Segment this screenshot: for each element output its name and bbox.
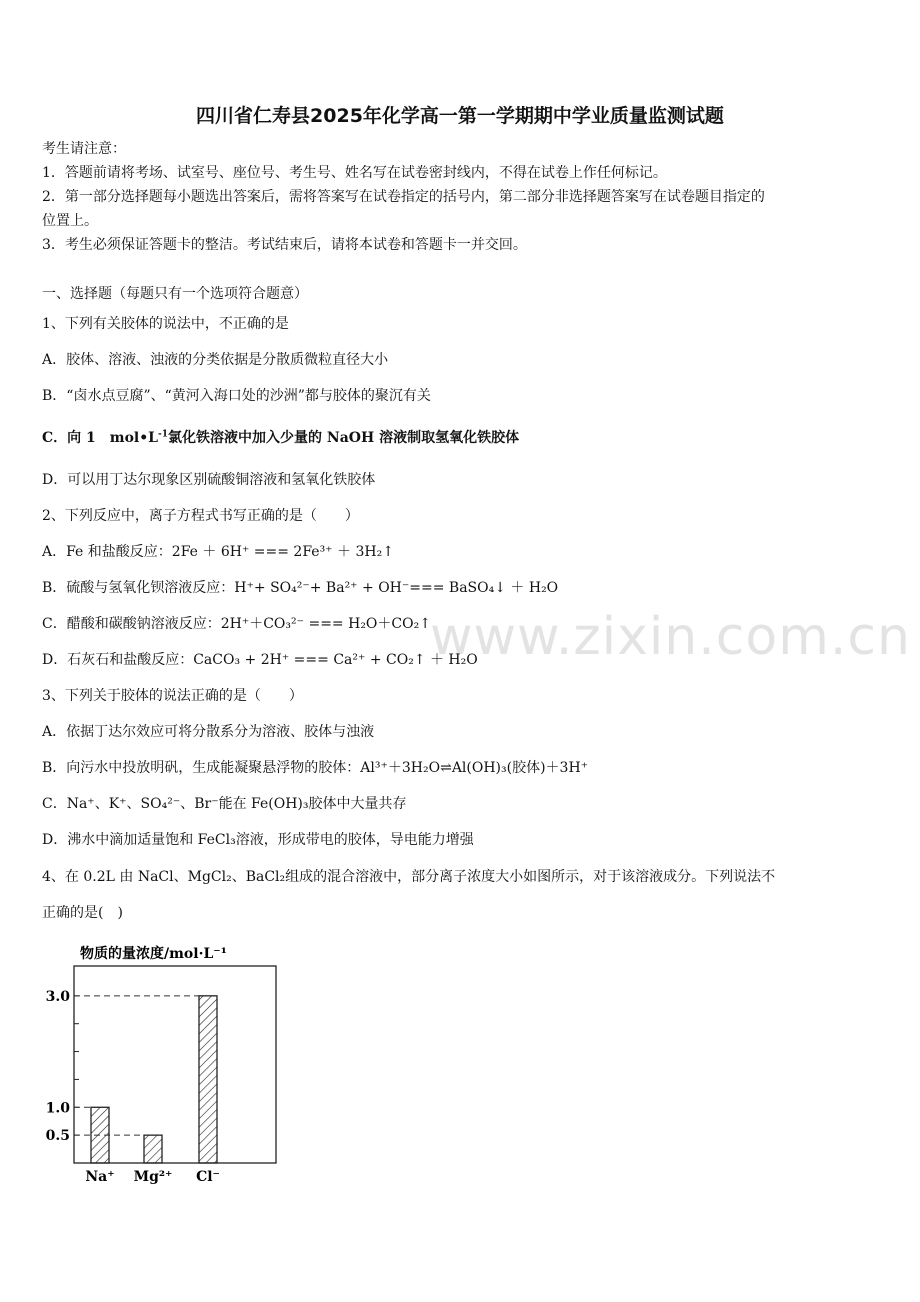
q1-option-a: A．胶体、溶液、浊液的分类依据是分散质微粒直径大小 — [42, 352, 389, 368]
chart-bar — [199, 996, 217, 1163]
chart-y-axis-label: 物质的量浓度/mol·L⁻¹ — [80, 946, 227, 962]
chart-y-tick-labels — [46, 989, 71, 1144]
q4-stem-line1: 4、在 0.2L 由 NaCl、MgCl₂、BaCl₂组成的混合溶液中，部分离子浓度大小如图所示，对于该溶液成分。下列说法不 — [42, 869, 776, 885]
q1-option-d: D．可以用丁达尔现象区别硫酸铜溶液和氢氧化铁胶体 — [42, 472, 376, 488]
q3-stem: 3、下列关于胶体的说法正确的是（ ） — [42, 688, 303, 704]
chart-bar — [91, 1107, 109, 1163]
notice-item-3: 3．考生必须保证答题卡的整洁。考试结束后，请将本试卷和答题卡一并交回。 — [42, 237, 527, 253]
chart-category-label: Mg²⁺ — [133, 1169, 173, 1185]
q1-option-c — [42, 428, 880, 448]
q4-stem-line2: 正确的是( ) — [42, 905, 123, 921]
q2-option-b: B．硫酸与氢氧化钡溶液反应：H⁺+ SO₄²⁻+ Ba²⁺ + OH⁻=== BaSO₄↓ ＋ H₂O — [42, 580, 559, 596]
page-title: 四川省仁寿县2025年化学高一第一学期期中学业质量监测试题 — [196, 105, 724, 127]
chart-category-labels — [85, 1169, 220, 1185]
notice-item-1: 1．答题前请将考场、试室号、座位号、考生号、姓名写在试卷密封线内，不得在试卷上作任何标记。 — [42, 165, 667, 181]
notice-heading: 考生请注意： — [42, 141, 126, 157]
q1-option-c-sup: -1 — [158, 429, 169, 440]
q2-stem: 2、下列反应中，离子方程式书写正确的是（ ） — [42, 508, 359, 524]
chart-svg — [40, 938, 290, 1190]
q2-option-d: D．石灰石和盐酸反应：CaCO₃ + 2H⁺ === Ca²⁺ + CO₂↑ ＋ H₂O — [42, 652, 478, 668]
notice-item-2: 2．第一部分选择题每小题选出答案后，需将答案写在试卷指定的括号内，第二部分非选择题答案写在试卷题目指定的 — [42, 189, 765, 205]
q1-stem: 1、下列有关胶体的说法中，不正确的是 — [42, 316, 289, 332]
chart-bars — [91, 996, 217, 1163]
chart-y-tick-label: 0.5 — [45, 1128, 70, 1145]
chart-y-tick-label: 1.0 — [45, 1100, 70, 1117]
chart-category-label: Na⁺ — [85, 1169, 115, 1185]
chart-category-label: Cl⁻ — [196, 1169, 220, 1185]
watermark: www.zixin.com.cn — [430, 607, 911, 667]
q3-option-d: D．沸水中滴加适量饱和 FeCl₃溶液，形成带电的胶体，导电能力增强 — [42, 832, 474, 848]
q2-option-a: A．Fe 和盐酸反应：2Fe ＋ 6H⁺ === 2Fe³⁺ ＋ 3H₂↑ — [42, 544, 394, 560]
q3-option-b: B．向污水中投放明矾，生成能凝聚悬浮物的胶体：Al³⁺＋3H₂O⇌Al(OH)₃(胶体)＋3H⁺ — [42, 760, 589, 776]
section-heading: 一、选择题（每题只有一个选项符合题意） — [42, 286, 308, 302]
concentration-chart — [40, 938, 290, 1190]
notice-item-2-cont: 位置上。 — [42, 213, 98, 229]
q3-option-a: A．依据丁达尔效应可将分散系分为溶液、胶体与浊液 — [42, 724, 375, 740]
q3-option-c: C．Na⁺、K⁺、SO₄²⁻、Br⁻能在 Fe(OH)₃胶体中大量共存 — [42, 796, 407, 812]
chart-y-tick-label: 3.0 — [45, 988, 70, 1005]
q1-option-c-pre: C．向 1 mol•L — [42, 430, 159, 446]
q1-option-b: B．“卤水点豆腐”、“黄河入海口处的沙洲”都与胶体的聚沉有关 — [42, 388, 431, 404]
chart-minor-ticks — [74, 996, 79, 1135]
q1-option-c-post: 氯化铁溶液中加入少量的 NaOH 溶液制取氢氧化铁胶体 — [168, 430, 520, 446]
q2-option-c: C．醋酸和碳酸钠溶液反应：2H⁺＋CO₃²⁻ === H₂O＋CO₂↑ — [42, 616, 431, 632]
chart-bar — [144, 1135, 162, 1163]
